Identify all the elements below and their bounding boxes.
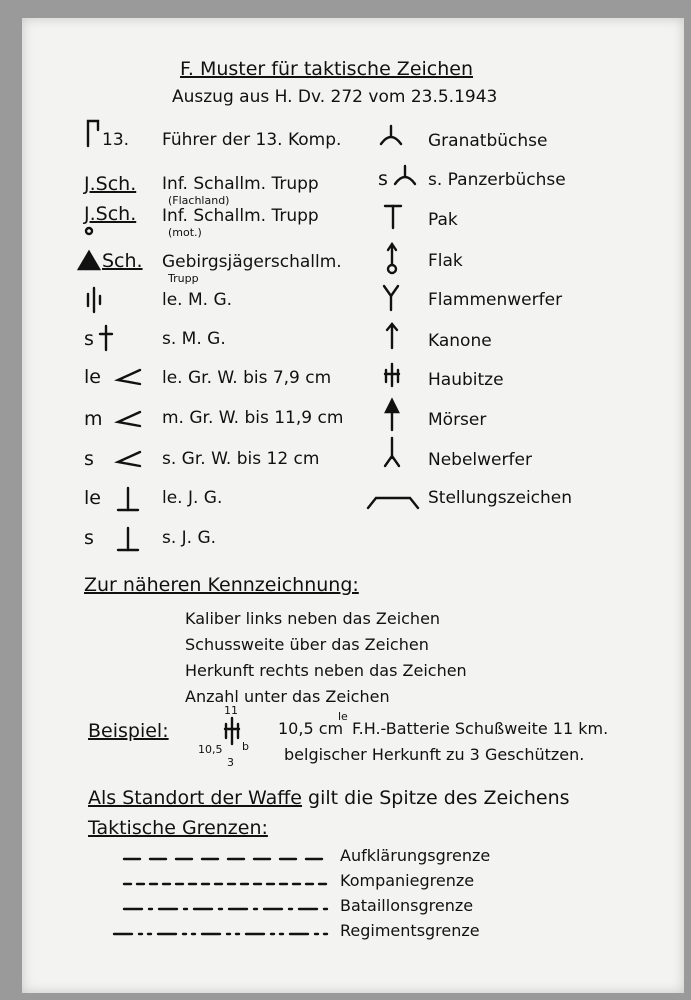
left-symbol-8: m (84, 408, 103, 430)
beispiel-symbol-range: 11 (224, 704, 238, 717)
heavy-mortar-icon (116, 450, 144, 468)
left-symbol-11: s (84, 527, 94, 549)
left-symbol-4: Sch. (102, 250, 143, 272)
right-label-8: Mörser (428, 410, 487, 430)
left-label-8: m. Gr. W. bis 11,9 cm (162, 408, 344, 428)
page-title: F. Muster für taktische Zeichen (180, 58, 474, 80)
antitank-rifle-icon (392, 164, 418, 186)
left-label-7: le. Gr. W. bis 7,9 cm (162, 368, 332, 388)
company-boundary-line (122, 881, 332, 887)
regiment-boundary-line (112, 931, 332, 937)
kennzeichnung-line-4: Anzahl unter das Zeichen (185, 687, 390, 706)
right-label-7: Haubitze (428, 370, 504, 390)
left-symbol-6: s (84, 328, 94, 350)
beispiel-symbol-count: 3 (227, 756, 234, 769)
right-symbol-2: s (378, 168, 388, 190)
left-symbol-2: J.Sch. (84, 173, 137, 195)
howitzer-icon (382, 362, 402, 388)
left-label-9: s. Gr. W. bis 12 cm (162, 449, 320, 469)
left-label-3: Inf. Schallm. Trupp (162, 206, 319, 226)
document-sheet (22, 18, 684, 993)
kennzeichnung-line-1: Kaliber links neben das Zeichen (185, 609, 441, 628)
right-label-3: Pak (428, 210, 458, 230)
cannon-icon (384, 322, 400, 350)
motor-wheels-icon (84, 226, 104, 236)
grenzen-item-2: Kompaniegrenze (340, 871, 475, 890)
leader-flag-icon (86, 118, 100, 148)
kennzeichnung-heading: Zur näheren Kennzeichnung: (84, 574, 359, 596)
grenzen-item-1: Aufklärungsgrenze (340, 846, 491, 865)
standort-line (88, 787, 570, 809)
light-infantry-gun-icon (116, 486, 140, 512)
left-label-11: s. J. G. (162, 528, 217, 548)
left-symbol-10: le (84, 487, 101, 509)
standort-underlined: Als Standort der Waffe (88, 787, 302, 809)
standort-rest: gilt die Spitze des Zeichens (308, 787, 570, 809)
left-note-4: Trupp (168, 272, 199, 285)
flamethrower-icon (382, 284, 400, 312)
left-symbol-1: 13. (102, 130, 130, 150)
mountain-triangle-icon (78, 250, 100, 270)
beispiel-symbol-caliber: 10,5 (198, 743, 223, 756)
left-label-4: Gebirgsjägerschallm. (162, 252, 342, 272)
howitzer-example-icon (222, 716, 242, 746)
right-label-10: Stellungszeichen (428, 488, 573, 508)
position-sign-icon (366, 494, 420, 510)
beispiel-caliber-sup: le (338, 710, 348, 723)
left-label-6: s. M. G. (162, 329, 226, 349)
light-mg-icon (84, 286, 104, 314)
right-label-2: s. Panzerbüchse (428, 170, 566, 190)
antiaircraft-gun-icon (384, 242, 400, 276)
grenzen-heading: Taktische Grenzen: (88, 817, 268, 839)
rocket-launcher-icon (382, 436, 402, 468)
battalion-boundary-line (122, 906, 332, 912)
recon-boundary-line (122, 856, 332, 862)
right-label-5: Flammenwerfer (428, 290, 563, 310)
left-label-5: le. M. G. (162, 290, 233, 310)
beispiel-line-2: belgischer Herkunft zu 3 Geschützen. (284, 745, 585, 764)
kennzeichnung-line-2: Schussweite über das Zeichen (185, 635, 429, 654)
right-label-4: Flak (428, 251, 463, 271)
mortar-icon (382, 398, 402, 432)
left-label-2: Inf. Schallm. Trupp (162, 174, 319, 194)
left-note-3: (mot.) (168, 226, 202, 239)
light-mortar-icon (116, 368, 144, 386)
grenade-rifle-icon (378, 124, 404, 146)
left-symbol-3: J.Sch. (84, 203, 137, 225)
beispiel-label: Beispiel: (88, 720, 169, 742)
beispiel-caliber: 10,5 cm (278, 719, 344, 738)
page-subtitle: Auszug aus H. Dv. 272 vom 23.5.1943 (172, 87, 498, 107)
left-label-1: Führer der 13. Komp. (162, 130, 342, 150)
heavy-mg-icon (98, 324, 116, 352)
antitank-gun-icon (382, 204, 404, 230)
beispiel-symbol-origin: b (242, 740, 249, 753)
heavy-infantry-gun-icon (116, 526, 140, 552)
right-label-1: Granatbüchse (428, 131, 548, 151)
grenzen-item-3: Bataillonsgrenze (340, 896, 474, 915)
left-symbol-9: s (84, 448, 94, 470)
kennzeichnung-line-3: Herkunft rechts neben das Zeichen (185, 661, 467, 680)
beispiel-line-1: F.H.-Batterie Schußweite 11 km. (352, 719, 609, 738)
grenzen-item-4: Regimentsgrenze (340, 921, 480, 940)
left-label-10: le. J. G. (162, 488, 223, 508)
medium-mortar-icon (116, 410, 144, 428)
right-label-6: Kanone (428, 331, 492, 351)
right-label-9: Nebelwerfer (428, 450, 532, 470)
left-symbol-7: le (84, 366, 101, 388)
left-note-2: (Flachland) (168, 194, 230, 207)
